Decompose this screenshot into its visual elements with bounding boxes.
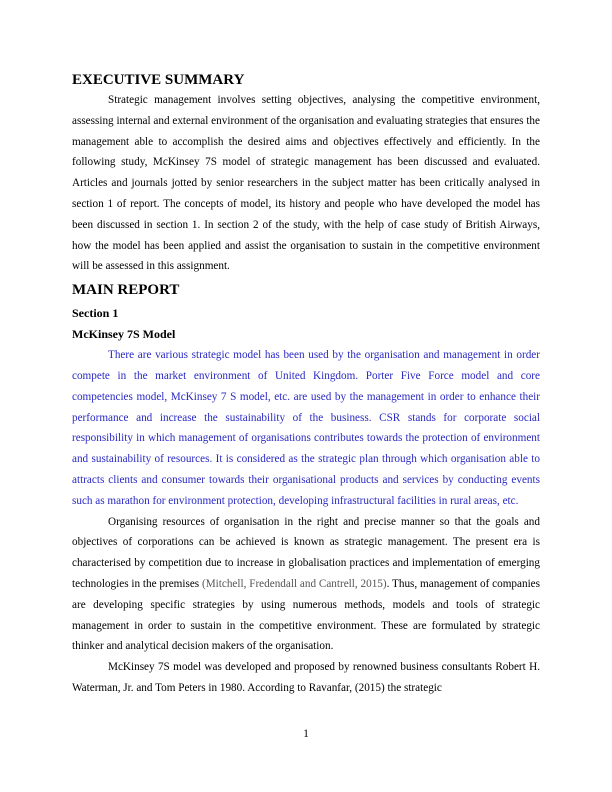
executive-summary-paragraph: Strategic management involves setting objectives, analysing the competitive environment, assessing internal and external environment of the organisation and evaluating strategies that ensures the management able to accomplish the desired aims and objectives effectively and efficiently. In the following study, McKinsey 7S model of strategic management has been discussed and evaluated. Articles and journals jotted by senior researchers in the subject matter has been critically analysed in section 1 of report. The concepts of model, its history and people who have developed the model has been discussed in section 1. In section 2 of the study, with the help of case study of British Airways, how the model has been applied and assist the organisation to sustain in the competitive environment will be assessed in this assignment. [72, 94, 540, 273]
page-number: 1 [303, 728, 309, 740]
mckinsey-history-paragraph: McKinsey 7S model was developed and proposed by renowned business consultants Robert H. Waterman, Jr. and Tom Peters in 1980. According to Ravanfar, (2015) the strategic [72, 661, 540, 694]
main-report-heading: MAIN REPORT [72, 282, 180, 299]
section-subheading: McKinsey 7S Model [72, 327, 176, 342]
paragraph-text-before-citation: Organising resources of organisation in the right and precise manner so that the goals and objectives of corporations can be achieved is known as strategic management. The present era is characterised by competition due to increase in globalisation practices and implementation of emerging technologies in the premises [72, 515, 540, 590]
section-label: Section 1 [72, 306, 119, 321]
strategic-models-paragraph: There are various strategic model has been used by the organisation and management in order compete in the market environment of United Kingdom. Porter Five Force model and core competencies model, McKinsey 7 S model, etc. are used by the management in order to enhance their performance and increase the sustainability of the business. CSR stands for corporate social responsibility in which management of organisations contributes towards the protection of environment and sustainability of resources. It is considered as the strategic plan through which organisation able to attracts clients and consumer towards their organisational products and services by conducting events such as marathon for environment protection, developing infrastructural facilities in rural areas, etc. [72, 349, 540, 507]
strategic-management-paragraph [72, 512, 540, 658]
page-content [72, 70, 540, 699]
citation-mitchell: (Mitchell, Fredendall and Cantrell, 2015) [201, 577, 387, 590]
paragraph-text-after-citation: . Thus, management of companies are developing specific strategies by using numerous methods, models and tools of strategic management in order to sustain in the competitive environment. These are formulated by strategic thinker and analytical decision makers of the organisation. [72, 577, 540, 653]
executive-summary-heading: EXECUTIVE SUMMARY [72, 72, 245, 88]
